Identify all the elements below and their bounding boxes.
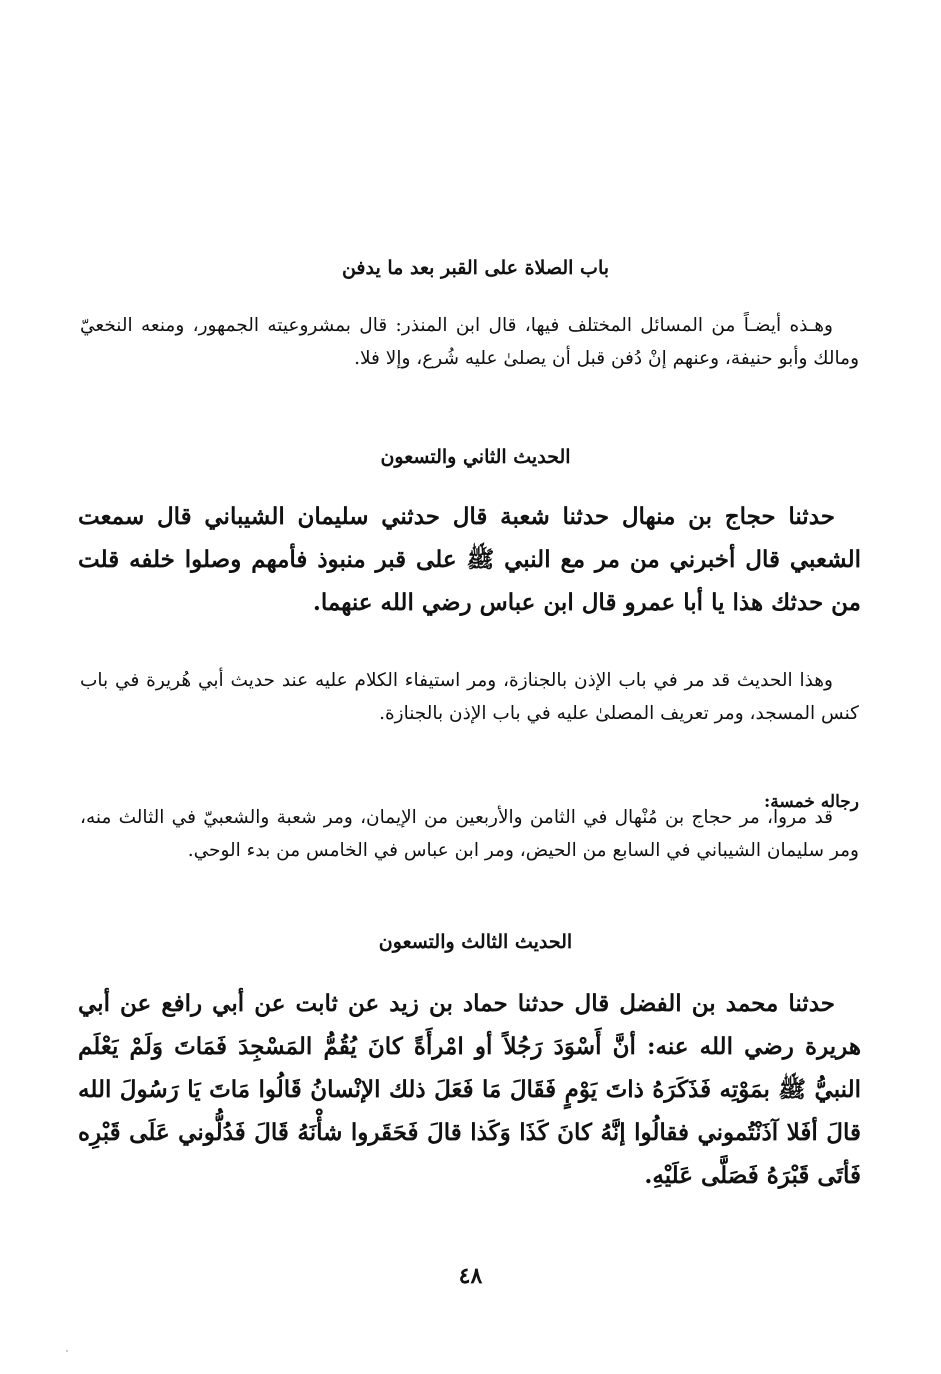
chapter-heading: باب الصلاة على القبر بعد ما يدفن — [341, 257, 610, 279]
chapter-intro-paragraph: وهـذه أيضـاً من المسائل المختلف فيها، قال ابن المنذر: قال بمشروعيته الجمهور، ومنعه النخعيّ ومالك وأبو حنيفة، وعنهم إنْ دُفن قبل أن يصلىٰ عليه شُرع، وإلا فلا. — [80, 315, 859, 369]
scan-speck — [66, 1350, 68, 1352]
page-number: ٤٨ — [458, 1263, 483, 1289]
hadith-93-heading: الحديث الثالث والتسعون — [378, 931, 573, 953]
hadith-92-text: حدثنا حجاج بن منهال حدثنا شعبة قال حدثني سليمان الشيباني قال سمعت الشعبي قال أخبرني من مر مع النبي ﷺ على قبر منبوذ فأمهم وصلوا خلفه قلت من حدثك هذا يا أبا عمرو قال ابن عباس رضي الله عنهما. — [78, 503, 861, 616]
hadith-92-commentary: وهذا الحديث قد مر في باب الإذن بالجنازة، ومر استيفاء الكلام عليه عند حديث أبي هُريرة في باب كنس المسجد، ومر تعريف المصلىٰ عليه في باب الإذن بالجنازة. — [80, 670, 859, 724]
narrators-heading: رجاله خمسة: — [763, 792, 859, 812]
hadith-93-text: حدثنا محمد بن الفضل قال حدثنا حماد بن زيد عن ثابت عن أبي رافع عن أبي هريرة رضي الله عنه: أنَّ أَسْوَدَ رَجُلاً أو امْرأَةً كانَ يُقُمُّ المَسْجِدَ فَمَاتَ وَلَمْ يَعْلَم النبيُّ ﷺ بمَوْتِه فَذَكَرَهُ ذاتَ يَوْمٍ فَقَالَ مَا فَعَلَ ذلك الإنْسانُ قَالُوا مَاتَ يَا رَسُولَ الله قالَ أفَلا آذَنْتُموني فقالُوا إنَّهُ كانَ كَذَا وَكَذا قالَ فَحَقَروا شأْنَهُ قَالَ فَدُلُّوني عَلَى قَبْرِه فَأتَى قَبْرَهُ فَصَلَّى عَلَيْهِ. — [78, 990, 861, 1189]
narrators-paragraph: قد مروا، مر حجاج بن مُنْهال في الثامن والأربعين من الإيمان، ومر شعبة والشعبيّ في الثالث منه، ومر سليمان الشيباني في السابع من الحيض، ومر ابن عباس في الخامس من بدء الوحي. — [80, 807, 859, 861]
hadith-92-heading: الحديث الثاني والتسعون — [380, 446, 571, 468]
